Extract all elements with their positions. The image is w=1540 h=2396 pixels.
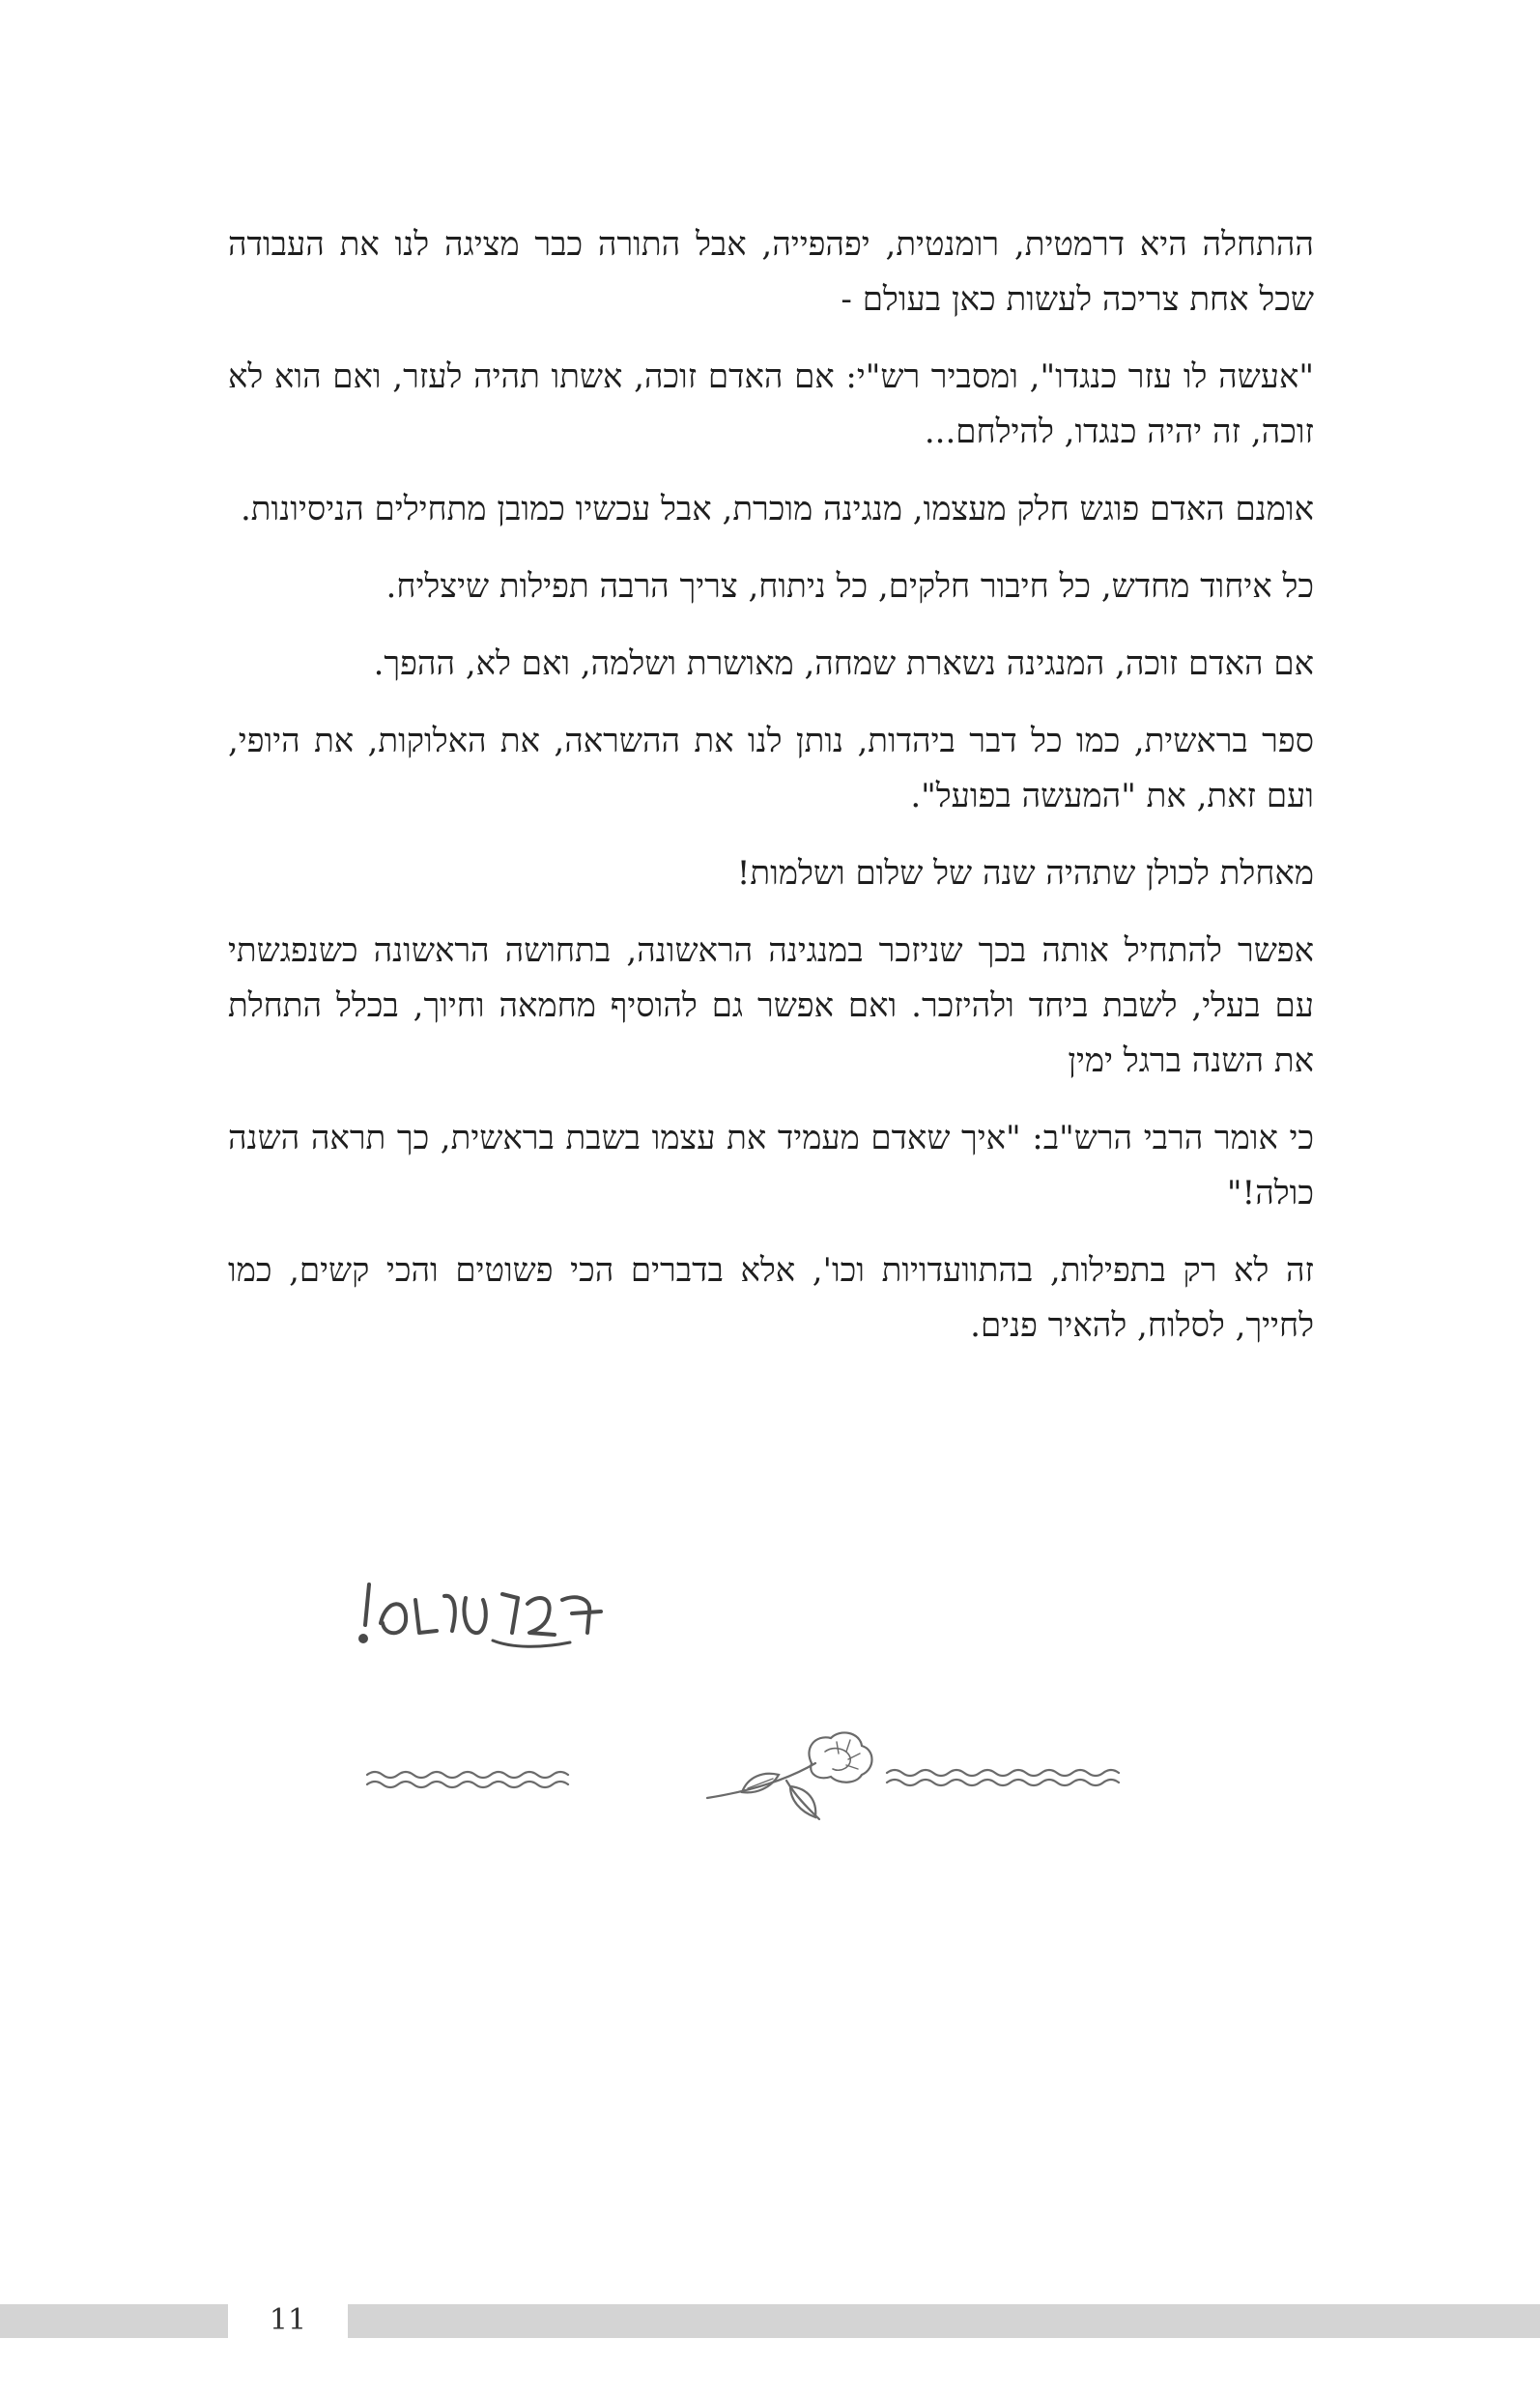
page-number: 11 (269, 2303, 307, 2337)
paragraph: אפשר להתחיל אותה בכך שניזכר במנגינה הראשונה, בתחושה הראשונה כשנפגשתי עם בעלי, לשבת ביחד ולהיזכר. ואם אפשר גם להוסיף מחמאה וחיוך, בכלל התחלת את השנה ברגל ימין (228, 931, 1314, 1080)
paragraph: מאחלת לכולן שתהיה שנה של שלום ושלמות! (736, 854, 1314, 893)
paragraph: אומנם האדם פוגש חלק מעצמו, מנגינה מוכרת, אבל עכשיו כמובן מתחילים הניסיונות. (240, 490, 1314, 528)
footer-bar-right (348, 2304, 1540, 2338)
paragraph: כי אומר הרבי הרש"ב: "איך שאדם מעמיד את עצמו בשבת בראשית, כך תראה השנה כולה!" (228, 1119, 1314, 1212)
paragraph: אם האדם זוכה, המנגינה נשארת שמחה, מאושרת ושלמה, ואם לא, ההפך. (373, 644, 1314, 683)
divider-drawing (357, 1725, 1188, 1831)
body-text (228, 217, 1314, 1376)
paragraph: ספר בראשית, כמו כל דבר ביהדות, נותן לנו את ההשראה, את האלוקות, את היופי, ועם זאת, את "המעשה בפועל". (228, 722, 1314, 815)
paragraph: כל איחוד מחדש, כל חיבור חלקים, כל ניתוח, צריך הרבה תפילות שיצליח. (385, 567, 1314, 606)
paragraph: זה לא רק בתפילות, בהתוועדויות וכו', אלא בדברים הכי פשוטים והכי קשים, כמו לחייך, לסלוח, להאיר פנים. (228, 1251, 1314, 1345)
footer-bar-left (0, 2304, 228, 2338)
paragraph: ההתחלה היא דרמטית, רומנטית, יפהפייה, אבל התורה כבר מציגה לנו את העבודה שכל אחת צריכה לעשות כאן בעולם - (228, 225, 1314, 319)
flower-divider-icon (357, 1725, 1188, 1831)
handwritten-signature (348, 1555, 618, 1671)
paragraph: "אעשה לו עזר כנגדו", ומסביר רש"י: אם האדם זוכה, אשתו תהיה לעזר, ואם הוא לא זוכה, זה יהיה כנגדו, להילחם... (228, 357, 1314, 451)
